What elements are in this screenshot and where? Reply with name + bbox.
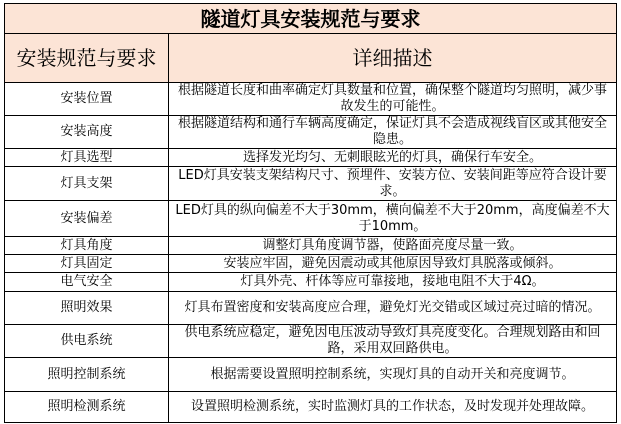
description-cell: 根据需要设置照明控制系统，实现灯具的自动开关和亮度调节。 [169,358,617,392]
description-cell: 安装应牢固，避免因震动或其他原因导致灯具脱落或倾斜。 [169,255,617,273]
header-requirement: 安装规范与要求 [5,34,169,83]
table-row [5,325,617,358]
table-row [5,201,617,237]
description-cell: 选择发光均匀、无刺眼眩光的灯具，确保行车安全。 [169,149,617,167]
header-row [5,34,617,83]
description-cell: 调整灯具角度调节器，使路面亮度尽量一致。 [169,237,617,255]
description-cell: 根据隧道长度和曲率确定灯具数量和位置，确保整个隧道均匀照明，减少事故发生的可能性。 [169,83,617,116]
title-row [5,4,617,34]
table-row [5,237,617,255]
description-cell: LED灯具安装支架结构尺寸、预埋件、安装方位、安装间距等应符合设计要求。 [169,167,617,201]
description-cell: 设置照明检测系统，实时监测灯具的工作状态，及时发现并处理故障。 [169,392,617,423]
spec-table [4,3,617,423]
table-row [5,392,617,423]
table-row [5,273,617,292]
table-row [5,83,617,116]
requirement-cell: 安装位置 [5,83,169,116]
description-cell: 灯具外壳、杆体等应可靠接地，接地电阻不大于4Ω。 [169,273,617,292]
header-description: 详细描述 [169,34,617,83]
table-row [5,116,617,149]
requirement-cell: 供电系统 [5,325,169,358]
requirement-cell: 电气安全 [5,273,169,292]
requirement-cell: 安装高度 [5,116,169,149]
requirement-cell: 照明效果 [5,292,169,325]
description-cell: LED灯具的纵向偏差不大于30mm，横向偏差不大于20mm，高度偏差不大于10mm。 [169,201,617,237]
table-title: 隧道灯具安装规范与要求 [5,4,617,34]
description-cell: 根据隧道结构和通行车辆高度确定，保证灯具不会造成视线盲区或其他安全隐患。 [169,116,617,149]
table-row [5,358,617,392]
table-row [5,292,617,325]
requirement-cell: 照明检测系统 [5,392,169,423]
description-cell: 供电系统应稳定，避免因电压波动导致灯具亮度变化。合理规划路由和回路，采用双回路供电。 [169,325,617,358]
table-row [5,149,617,167]
requirement-cell: 灯具支架 [5,167,169,201]
description-cell: 灯具布置密度和安装高度应合理，避免灯光交错或区域过亮过暗的情况。 [169,292,617,325]
requirement-cell: 灯具固定 [5,255,169,273]
requirement-cell: 灯具选型 [5,149,169,167]
table-row [5,167,617,201]
requirement-cell: 安装偏差 [5,201,169,237]
table-row [5,255,617,273]
requirement-cell: 照明控制系统 [5,358,169,392]
requirement-cell: 灯具角度 [5,237,169,255]
